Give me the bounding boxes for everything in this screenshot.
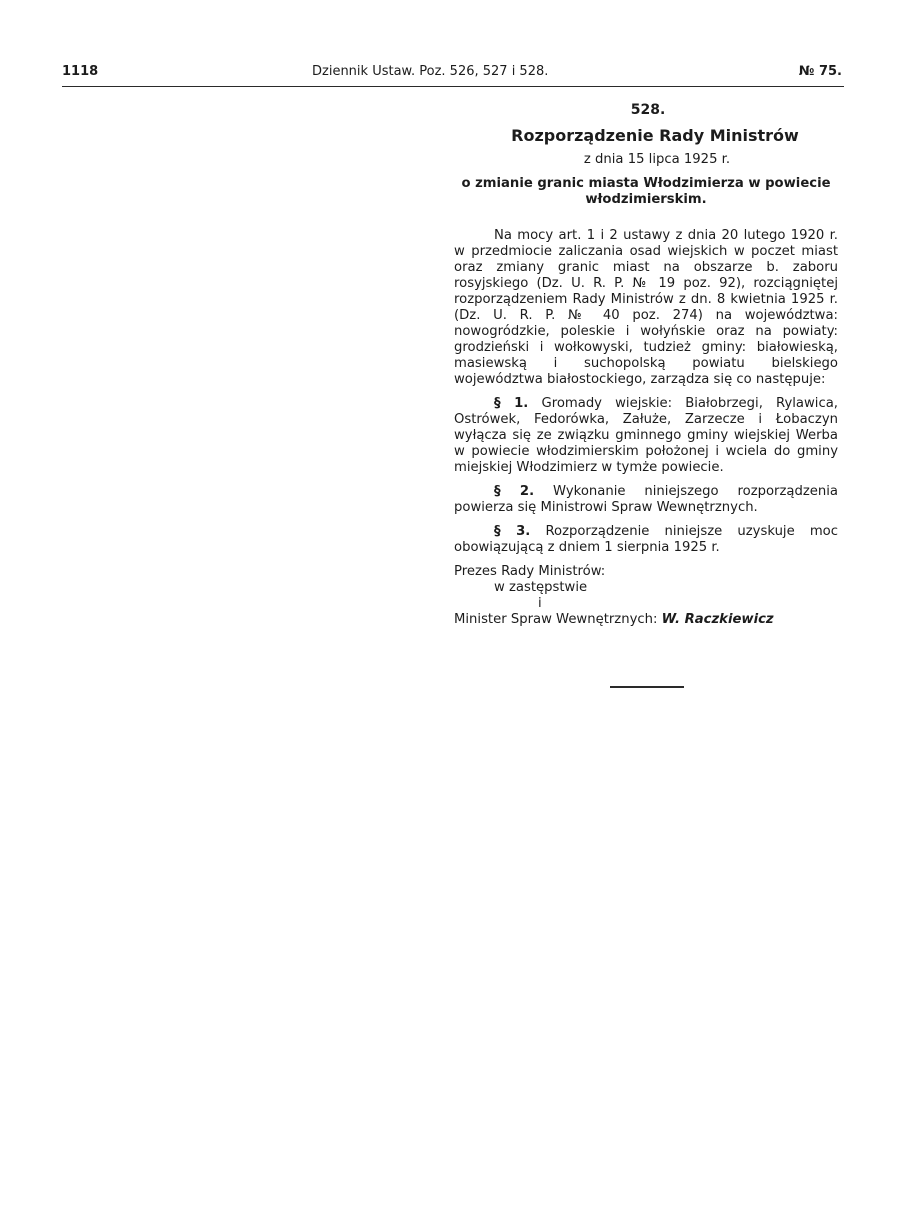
header-divider: [62, 86, 844, 87]
signature-line-4: [454, 612, 838, 628]
signature-block: [454, 564, 838, 628]
section-2: [454, 484, 838, 516]
page-number: 1118: [62, 64, 99, 79]
end-divider: [610, 686, 684, 688]
section-3-label: § 3.: [494, 524, 531, 539]
section-1-text: Gromady wiejskie: Białobrzegi, Rylawica, Ostrówek, Fedorówka, Załuże, Zarzecze i Łobaczyn wyłącza się ze związku gminnego gminy wiejskiej Werba w powiecie włodzimierskim położonej i wciela do gminy miejskiej Włodzimierz w tymże powiecie.: [454, 396, 838, 475]
journal-title: Dziennik Ustaw. Poz. 526, 527 i 528.: [312, 64, 549, 79]
minister-title: Minister Spraw Wewnętrznych:: [454, 612, 658, 627]
signature-line-3: i: [538, 596, 542, 611]
section-3: [454, 524, 838, 556]
section-2-label: § 2.: [494, 484, 535, 499]
minister-name: W. Raczkiewicz: [661, 612, 774, 627]
preamble: Na mocy art. 1 i 2 ustawy z dnia 20 lutego 1920 r. w przedmiocie zaliczania osad wiejskich w poczet miast oraz zmiany granic miast na obszarze b. zaboru rosyjskiego (Dz. U. R. P. № 19 poz. 92), rozciągniętej rozporządzeniem Rady Ministrów z dn. 8 kwietnia 1925 r. (Dz. U. R. P. № 40 poz. 274) na województwa: nowogródzkie, poleskie i wołyńskie oraz na powiaty: grodzieński i wołkowyski, tudzież gminy: białowieską, masiewską i suchopolską powiatu bielskiego województwa białostockiego, zarządza się co następuje:: [454, 228, 838, 387]
section-3-text: Rozporządzenie niniejsze uzyskuje moc obowiązującą z dniem 1 sierpnia 1925 r.: [454, 524, 838, 555]
issue-number: № 75.: [798, 64, 842, 79]
act-type: Rozporządzenie Rady Ministrów: [511, 126, 799, 145]
act-column: [454, 102, 838, 628]
signature-line-2: w zastępstwie: [494, 580, 588, 595]
act-subject: o zmianie granic miasta Włodzimierza w powiecie włodzimierskim.: [461, 176, 831, 207]
act-number: 528.: [630, 102, 666, 118]
section-1-label: § 1.: [494, 396, 529, 411]
page-header: [62, 64, 842, 84]
section-1: [454, 396, 838, 476]
act-date: z dnia 15 lipca 1925 r.: [583, 152, 731, 167]
section-2-text: Wykonanie niniejszego rozporządzenia powierza się Ministrowi Spraw Wewnętrznych.: [454, 484, 838, 515]
signature-line-1: Prezes Rady Ministrów:: [454, 564, 606, 579]
